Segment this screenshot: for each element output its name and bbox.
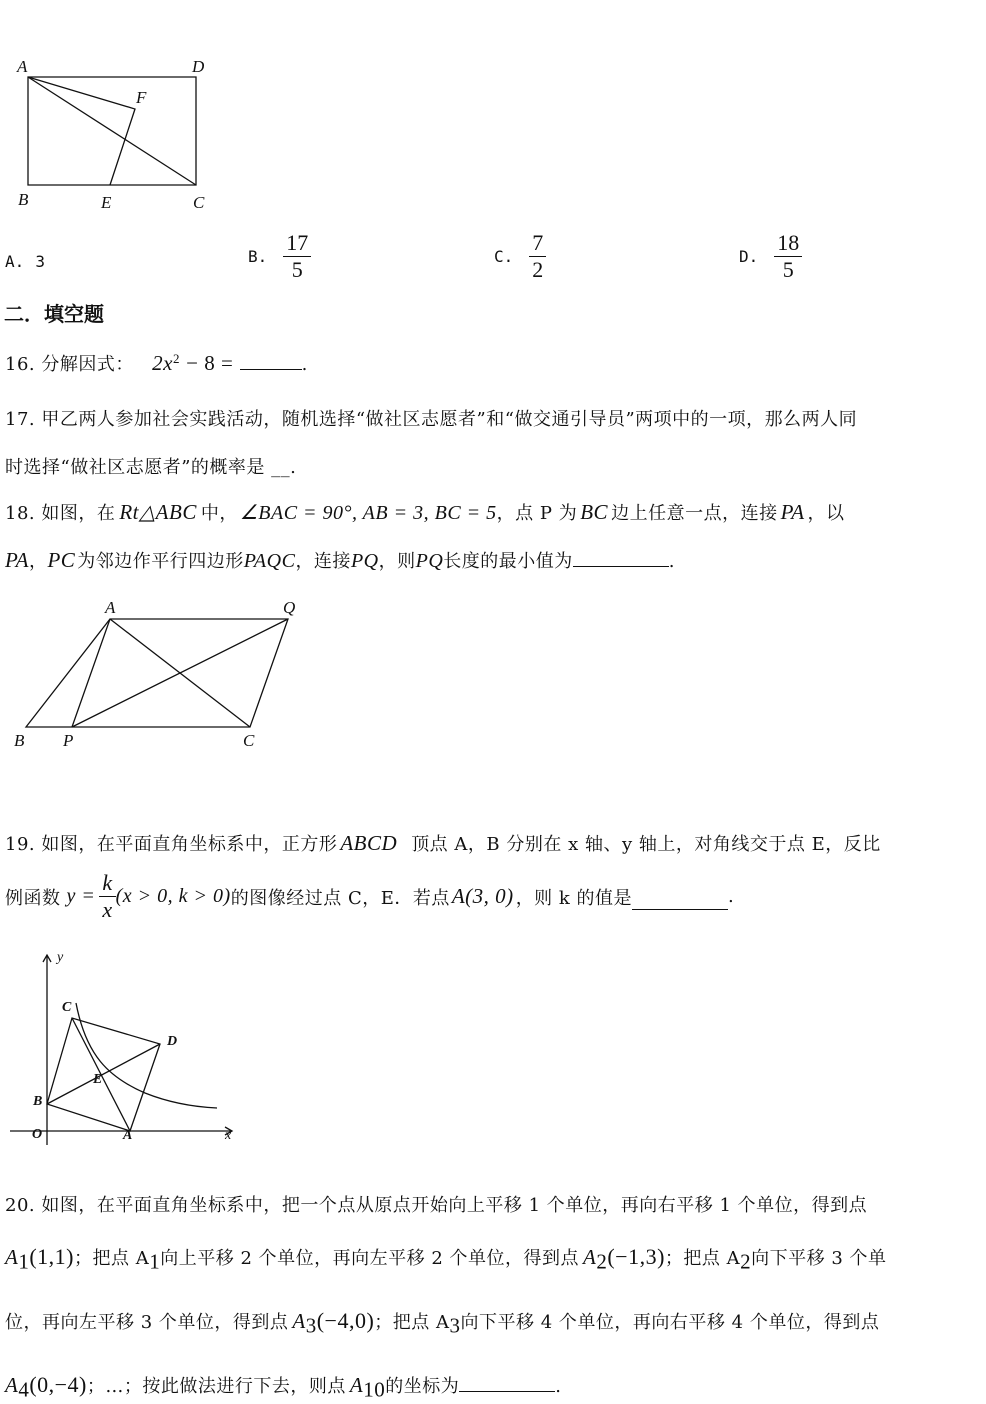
math-expr: PAQC [243,550,296,572]
fraction [283,230,311,283]
math-expr: (−4,0) [316,1308,375,1333]
fig3-label-y: y [57,950,64,965]
option-letter: D. [739,247,759,266]
coordinate-figure [0,945,250,1155]
fig2-label-Q: Q [283,598,296,617]
math-expr: (−1,3) [607,1244,665,1269]
text: ，以 [807,503,845,524]
fig3-label-x: x [225,1128,232,1143]
math-expr: A [5,1245,19,1269]
math-expr: PA [780,500,805,524]
question-17-line2: 时选择“做社区志愿者”的概率是 __. [5,457,297,478]
text: ；…；按此做法进行下去，则点 [86,1376,346,1397]
math-expr: PQ [350,550,379,572]
math-expr: PQ [415,550,444,572]
text: ；把点 A [73,1248,150,1269]
text: ；把点 A [374,1312,450,1333]
math-expr: (x > 0, k > 0) [115,885,231,907]
question-text: 分解因式： [41,354,134,375]
fig1-label-D: D [192,57,205,76]
period: . [728,886,735,907]
option-letter: C. [494,247,514,266]
text: 位，再向左平移 3 个单位，得到点 [5,1312,289,1333]
text: ，点 P 为 [496,503,578,524]
fig3-label-B: B [33,1094,43,1109]
math-expr: PC [47,548,76,572]
math-expr: A [5,1373,19,1397]
subscript: 10 [363,1377,386,1402]
text: 顶点 A，B 分别在 x 轴、y 轴上，对角线交于点 E，反比 [411,834,881,855]
numerator: 18 [774,230,802,257]
denominator: 5 [782,257,794,282]
option-letter: A. [5,252,25,271]
period: . [301,354,308,375]
text: ， [28,551,48,572]
math-expr: A [292,1309,306,1333]
option-value: 3 [35,252,45,271]
question-19-line2 [5,870,734,923]
subscript: 2 [596,1249,608,1274]
text: 的图像经过点 C，E．若点 [230,887,450,909]
fig2-label-P: P [63,731,74,750]
question-20-line4 [5,1372,561,1403]
option-c[interactable] [494,230,546,283]
text: 中， [200,503,238,524]
math-expr: PA [5,548,29,572]
question-18-line1 [5,499,845,525]
question-19-line1 [5,830,881,856]
math-expr: (1,1) [29,1244,74,1269]
question-number: 16. [5,354,36,375]
numerator: k [99,870,115,897]
text: 长度的最小值为 [443,551,573,572]
denominator: x [102,897,113,922]
option-d[interactable] [739,230,802,283]
math-expr: y = [66,885,96,907]
denominator: 2 [532,257,544,282]
subscript: 1 [149,1249,161,1274]
math-expr: ABCD [340,831,398,855]
question-20-line2 [5,1244,887,1275]
numerator: 17 [283,230,311,257]
exponent: 2 [172,351,180,366]
text: 向下平移 3 个单 [751,1248,887,1269]
math-expr: ∠BAC = 90°, AB = 3, BC = 5 [239,502,497,524]
denominator: 5 [291,257,303,282]
answer-blank[interactable] [632,891,728,910]
text: 18. 如图，在 [5,503,116,524]
text: ，则 k 的值是 [515,887,633,909]
text: ，连接 [295,551,351,572]
math-expr: A [349,1373,364,1397]
fig3-label-D: D [167,1034,178,1049]
option-b[interactable] [248,230,311,283]
parallelogram-figure [0,600,320,760]
text: 边上任意一点，连接 [611,503,778,524]
question-18-line2 [5,547,675,573]
fig2-label-C: C [243,731,255,750]
text: 19. 如图，在平面直角坐标系中，正方形 [5,834,338,855]
subscript: 2 [740,1249,752,1274]
fraction [99,870,115,923]
math-expr-tail: − 8 = [186,351,234,375]
question-20-line1: 20. 如图，在平面直角坐标系中，把一个点从原点开始向上平移 1 个单位，再向右平移 1 个单位，得到点 [5,1195,868,1216]
fig3-label-A: A [123,1128,133,1143]
math-expr: BC [580,500,609,524]
math-expr: A [583,1245,597,1269]
answer-blank[interactable] [240,351,302,370]
fraction [529,230,546,283]
fig3-label-O: O [32,1127,43,1142]
fig1-label-F: F [136,88,147,107]
question-20-line3 [5,1308,879,1339]
section-title: 二．填空题 [4,302,104,326]
answer-blank[interactable] [573,548,669,567]
subscript: 3 [449,1313,461,1338]
fig3-label-C: C [62,1000,72,1015]
option-letter: B. [248,247,268,266]
fig1-label-A: A [17,57,28,76]
option-a[interactable] [5,252,45,271]
answer-blank[interactable] [459,1373,555,1392]
fig1-label-B: B [18,190,29,209]
math-expr: (0,−4) [29,1372,87,1397]
math-expr: A(3, 0) [451,884,514,908]
text: 的坐标为 [385,1376,460,1397]
period: . [668,551,676,572]
fig3-label-E: E [93,1072,103,1087]
question-17-line1: 17. 甲乙两人参加社会实践活动，随机选择“做社区志愿者”和“做交通引导员”两项中的一项，那么两人同 [5,409,858,430]
subscript: 1 [18,1249,30,1274]
numerator: 7 [529,230,546,257]
math-expr: 2x [152,351,173,375]
math-expr: Rt△ABC [119,500,197,524]
text: 向上平移 2 个单位，再向左平移 2 个单位，得到点 [160,1248,580,1269]
fig1-label-E: E [101,193,112,212]
text: 向下平移 4 个单位，再向右平移 4 个单位，得到点 [460,1312,880,1333]
text: 例函数 [5,887,61,909]
question-16 [5,350,308,376]
fig2-label-B: B [14,731,25,750]
fig2-label-A: A [105,598,116,617]
subscript: 4 [18,1377,30,1402]
text: ，则 [378,551,416,572]
fraction [774,230,802,283]
subscript: 3 [305,1313,317,1338]
period: . [555,1376,562,1397]
text: ；把点 A [664,1248,741,1269]
fig1-label-C: C [193,193,205,212]
text: 为邻边作平行四边形 [77,551,244,572]
